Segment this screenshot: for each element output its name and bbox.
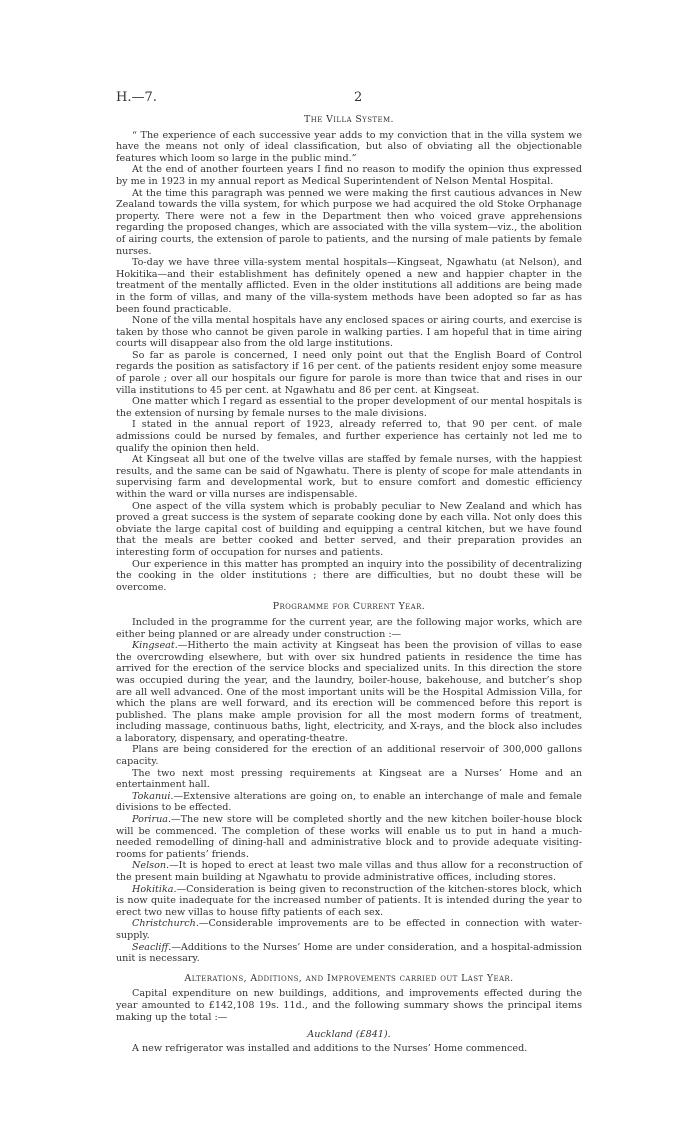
page-header <box>116 92 586 108</box>
place-name: Kingseat. <box>132 640 178 652</box>
paragraph-nelson <box>116 860 582 883</box>
page-number: 2 <box>354 90 363 105</box>
paragraph: Included in the programme for the current year, are the following major works, which are either being planned or are already under construction :— <box>116 616 582 640</box>
paragraph: At Kingseat all but one of the twelve villas are staffed by female nurses, with the happiest results, and the same can be said of Ngawhatu. There is plenty of scope for male attendants in supervising farm and developmental work, but to ensure comfort and domestic efficiency within the ward or villa nurses are indispensable. <box>116 454 582 500</box>
place-name: Tokanui. <box>132 790 174 802</box>
paragraph: Our experience in this matter has prompted an inquiry into the possibility of decentralizing the cooking in the older institutions ; there are difficulties, but no doubt these will be overcome. <box>116 558 582 593</box>
paragraph-text: —The new store will be completed shortly and the new kitchen boiler-house block will be commenced. The completion of these works will enable us to put in hand a much-needed remodelling of dining-hall and administrative block and to provide adequate visiting-rooms for patients’ friends. <box>116 814 582 860</box>
paragraph: To-day we have three villa-system mental hospitals—Kingseat, Ngawhatu (at Nelson), and Hokitika—and their establishment has definitely opened a new and happier chapter in the treatment of the mentally afflicted. Even in the older institutions all additions are being made in the form of villas, and many of the villa-system methods have been adopted so far as has been found practicable. <box>116 257 582 315</box>
document-body <box>116 114 582 1054</box>
paragraph: At the time this paragraph was penned we were making the first cautious advances in New Zealand towards the villa system, for which purpose we had acquired the old Stoke Orphanage property. There were not a few in the Department then who voiced grave apprehensions regarding the proposed changes, which are associated with the villa system—viz., the abolition of airing courts, the extension of parole to patients, and the nursing of male patients by female nurses. <box>116 187 582 257</box>
report-reference: H.—7. <box>116 90 157 105</box>
heading-villa-system: The Villa System. <box>304 114 394 125</box>
paragraph-text: —Additions to the Nurses’ Home are under consideration, and a hospital-admission unit is necessary. <box>116 941 582 965</box>
paragraph-christchurch <box>116 918 582 941</box>
paragraph: A new refrigerator was installed and additions to the Nurses’ Home commenced. <box>132 1042 528 1054</box>
paragraph-text: —Considerable improvements are to be effected in connection with water-supply. <box>116 918 582 941</box>
paragraph-tokanui <box>116 791 582 814</box>
place-name: Hokitika. <box>132 883 177 895</box>
paragraph: Capital expenditure on new buildings, additions, and improvements effected during the year amounted to £142,108 19s. 11d., and the following summary shows the principal items making up the total :— <box>116 988 582 1023</box>
place-name: Seacliff. <box>132 941 172 953</box>
paragraph: “ The experience of each successive year adds to my conviction that in the villa system we have the means not only of ideal classification, but also of obviating all the objectionable features which loom so large in the public mind.” <box>116 129 582 164</box>
place-name: Porirua. <box>132 814 172 826</box>
paragraph-kingseat <box>116 640 582 744</box>
paragraph-hokitika <box>116 884 582 919</box>
paragraph: None of the villa mental hospitals have any enclosed spaces or airing courts, and exercise is taken by those who cannot be given parole in walking parties. I am hopeful that in time airing courts will disappear also from the old large institutions. <box>116 315 582 350</box>
heading-programme: Programme for Current Year. <box>272 601 426 613</box>
paragraph: One matter which I regard as essential to the proper development of our mental hospitals is the extension of nursing by female nurses to the male divisions. <box>116 396 582 419</box>
place-name: Christchurch. <box>132 918 199 930</box>
paragraph-text: —Consideration is being given to reconstruction of the kitchen-stores block, which is now quite inadequate for the increased number of patients. It is intended during the year to erect two new villas to house fifty patients of each sex. <box>116 883 582 918</box>
paragraph: So far as parole is concerned, I need only point out that the English Board of Control regards the position as satisfactory if 16 per cent. of the patients resident enjoy some measure of parole ; over all our hospitals our figure for parole is more than twice that and rises in our villa institutions to 45 per cent. at Ngawhatu and 86 per cent. at Kingseat. <box>116 349 582 396</box>
paragraph-seacliff <box>116 942 582 965</box>
heading-alterations: Alterations, Additions, and Improvements carried out Last Year. <box>184 972 514 984</box>
place-name: Nelson. <box>132 860 170 872</box>
paragraph-porirua <box>116 814 582 860</box>
paragraph: Plans are being considered for the erection of an additional reservoir of 300,000 gallons capacity. <box>116 744 582 768</box>
paragraph-text: —Extensive alterations are going on, to enable an interchange of male and female divisions to be effected. <box>116 790 582 814</box>
paragraph-text: —Hitherto the main activity at Kingseat has been the provision of villas to ease the overcrowding elsewhere, but with over six hundred patients in residence the time has arrived for the erection of the service blocks and specialized units. In this direction the store was occupied during the year, and the laundry, boiler-house, bakehouse, and butcher’s shop are all well advanced. One of the most important units will be the Hospital Admission Villa, for which the plans are well forward, and its erection will be commenced before this report is published. The plans make ample provision for all the most modern forms of treatment, including massage, continuous baths, light, electricity, and X-rays, and the block also includes a laboratory, dispensary, and operating-theatre. <box>116 640 582 744</box>
subheading-auckland: Auckland (£841). <box>307 1029 391 1041</box>
paragraph: At the end of another fourteen years I find no reason to modify the opinion thus expressed by me in 1923 in my annual report as Medical Superintendent of Nelson Mental Hospital. <box>116 164 582 187</box>
paragraph: I stated in the annual report of 1923, already referred to, that 90 per cent. of male admissions could be nursed by females, and further experience has certainly not led me to qualify the opinion then held. <box>116 419 582 454</box>
paragraph-text: —It is hoped to erect at least two male villas and thus allow for a reconstruction of the present main building at Ngawhatu to provide administrative offices, including stores. <box>116 860 582 883</box>
paragraph: One aspect of the villa system which is probably peculiar to New Zealand and which has proved a great success is the system of separate cooking done by each villa. Not only does this obviate the large capital cost of building and equipping a central kitchen, but we have found that the meals are better cooked and better served, and their preparation provides an interesting form of occupation for nurses and patients. <box>116 500 582 558</box>
paragraph: The two next most pressing requirements at Kingseat are a Nurses’ Home and an entertainment hall. <box>116 767 582 791</box>
